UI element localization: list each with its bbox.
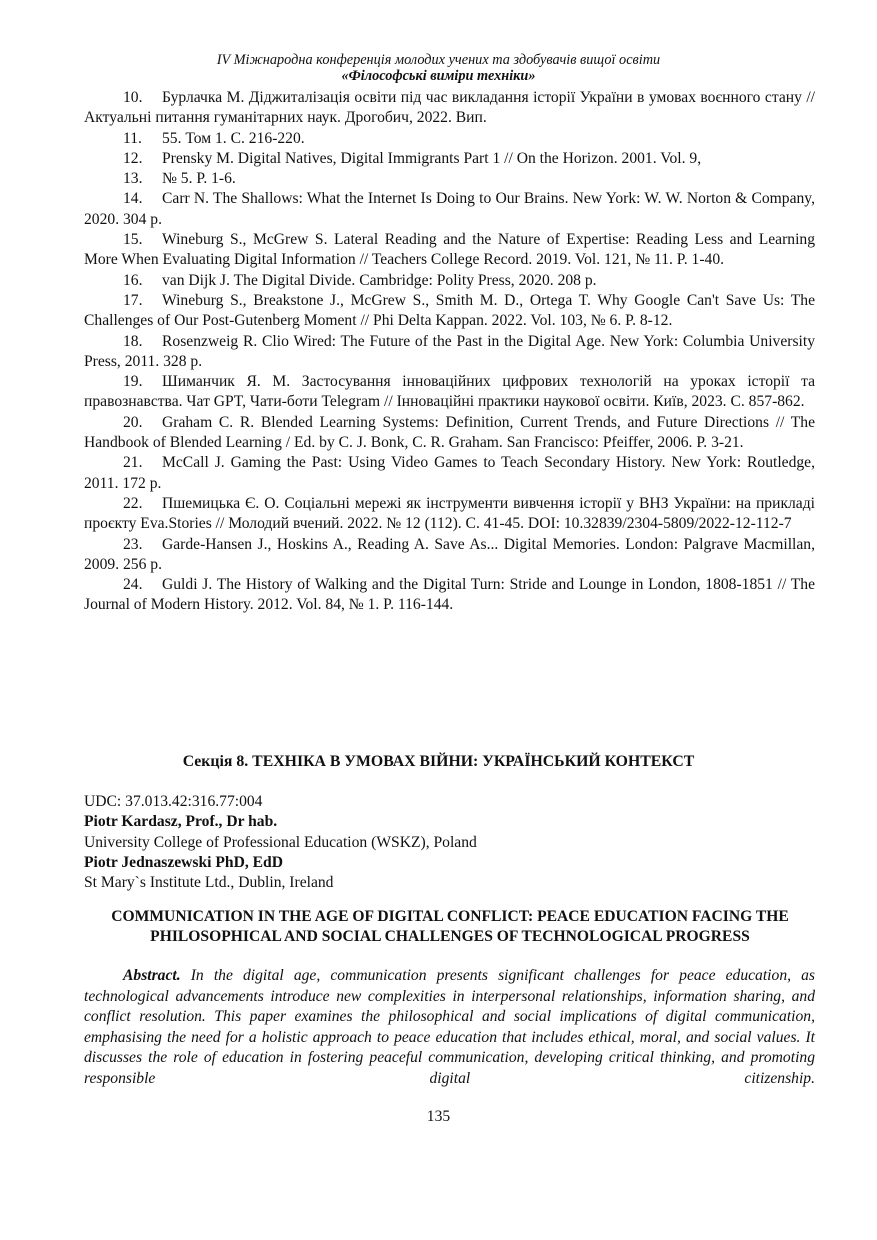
conference-line: IV Міжнародна конференція молодих учених та здобувачів вищої освіти: [216, 52, 661, 68]
reference-item: [84, 129, 815, 149]
reference-number: 19.: [123, 373, 143, 391]
reference-list: [84, 88, 815, 616]
reference-item: [84, 169, 815, 189]
author-affiliation: University College of Professional Education (WSKZ), Poland: [84, 833, 477, 851]
abstract-label: Abstract.: [123, 967, 181, 984]
reference-item: [84, 535, 815, 576]
reference-item: [84, 372, 815, 413]
reference-item: [84, 271, 815, 291]
reference-text: McCall J. Gaming the Past: Using Video Games to Teach Secondary History. New York: Routledge, 2011. 172 p.: [84, 454, 815, 492]
reference-text: Wineburg S., Breakstone J., McGrew S., Smith M. D., Ortega T. Why Google Can't Save Us: The Challenges of Our Post-Gutenberg Moment // Phi Delta Kappan. 2022. Vol. 103, № 6. P. 8-12.: [84, 291, 815, 330]
reference-number: 13.: [123, 170, 143, 188]
reference-item: [84, 230, 815, 271]
reference-number: 20.: [123, 413, 143, 431]
abstract: [84, 966, 815, 1089]
author-name: Piotr Kardasz, Prof., Dr hab.: [84, 813, 278, 831]
reference-item: [84, 413, 815, 454]
reference-text: Шиманчик Я. М. Застосування інноваційних цифрових технологій на уроках історії та правознавства. Чат GPT, Чати-боти Telegram // Інноваційні практики наукової освіти. Київ, 2023. С. 857-862.: [84, 373, 815, 411]
udc-code: UDC: 37.013.42:316.77:004: [84, 793, 263, 810]
section-heading: Секція 8. ТЕХНІКА В УМОВАХ ВІЙНИ: УКРАЇНСЬКИЙ КОНТЕКСТ: [182, 753, 695, 770]
reference-number: 18.: [123, 332, 143, 350]
reference-text: Carr N. The Shallows: What the Internet Is Doing to Our Brains. New York: W. W. Norton & Company, 2020. 304 p.: [84, 190, 815, 228]
article-title: COMMUNICATION IN THE AGE OF DIGITAL CONFLICT: PEACE EDUCATION FACING THE PHILOSOPHICAL AND SOCIAL CHALLENGES OF TECHNOLOGICAL PROGRESS: [111, 908, 789, 945]
reference-item: [84, 189, 815, 230]
reference-text: Prensky M. Digital Natives, Digital Immigrants Part 1 // On the Horizon. 2001. Vol. 9,: [162, 149, 702, 167]
conference-title: «Філософські виміри техніки»: [341, 68, 536, 84]
reference-item: [84, 149, 815, 169]
reference-text: Rosenzweig R. Clio Wired: The Future of the Past in the Digital Age. New York: Columbia University Press, 2011. 328 p.: [84, 332, 815, 370]
reference-text: Wineburg S., McGrew S. Lateral Reading and the Nature of Expertise: Reading Less and Learning More When Evaluating Digital Information // Teachers College Record. 2019. Vol. 121, № 11. P. 1-40.: [84, 231, 815, 269]
reference-number: 22.: [123, 494, 143, 512]
reference-number: 16.: [123, 271, 143, 289]
reference-item: [84, 453, 815, 494]
reference-number: 23.: [123, 535, 143, 553]
reference-text: № 5. P. 1-6.: [162, 170, 236, 188]
reference-number: 12.: [123, 149, 143, 167]
reference-text: Бурлачка М. Діджиталізація освіти під час викладання історії України в умовах воєнного стану // Актуальні питання гуманітарних наук. Дрогобич, 2022. Вип.: [84, 89, 815, 127]
reference-item: [84, 88, 815, 129]
reference-number: 11.: [123, 129, 142, 147]
reference-number: 24.: [123, 576, 143, 594]
reference-item: [84, 291, 815, 332]
reference-text: Graham C. R. Blended Learning Systems: Definition, Current Trends, and Future Directions // The Handbook of Blended Learning / Ed. by C. J. Bonk, C. R. Graham. San Francisco: Pfeiffer, 2006. P. 3-21.: [84, 413, 815, 452]
reference-item: [84, 332, 815, 373]
reference-text: Garde-Hansen J., Hoskins A., Reading A. Save As... Digital Memories. London: Palgrave Macmillan, 2009. 256 p.: [84, 535, 815, 573]
reference-number: 15.: [123, 231, 143, 249]
abstract-text: In the digital age, communication presents significant challenges for peace education, as technological advancements introduce new complexities in interpersonal relationships, information sharing, and conflict resolution. This paper examines the philosophical and social implications of digital communication, emphasising the need for a holistic approach to peace education that includes ethical, moral, and social values. It discusses the role of education in fostering peaceful communication, developing critical thinking, and promoting responsible digital citizenship.: [84, 967, 815, 1087]
reference-number: 21.: [123, 454, 143, 472]
running-header: [0, 52, 877, 84]
reference-text: van Dijk J. The Digital Divide. Cambridge: Polity Press, 2020. 208 p.: [162, 271, 597, 289]
reference-text: Guldi J. The History of Walking and the Digital Turn: Stride and Lounge in London, 1808-1851 // The Journal of Modern History. 2012. Vol. 84, № 1. P. 116-144.: [84, 576, 815, 614]
reference-text: Пшемицька Є. О. Соціальні мережі як інструменти вивчення історії у ВНЗ України: на прикладі проєкту Eva.Stories // Молодий вчений. 2022. № 12 (112). С. 41-45. DOI: 10.32839/2304-5809/2022-12-112-7: [84, 494, 815, 533]
author-affiliation: St Mary`s Institute Ltd., Dublin, Ireland: [84, 874, 334, 892]
reference-item: [84, 494, 815, 535]
author-name: Piotr Jednaszewski PhD, EdD: [84, 853, 283, 871]
reference-number: 14.: [123, 190, 143, 208]
article-metadata: [84, 792, 815, 893]
reference-text: 55. Том 1. С. 216-220.: [162, 129, 305, 147]
reference-number: 17.: [123, 291, 143, 309]
page-number: 135: [426, 1108, 451, 1125]
reference-number: 10.: [123, 89, 143, 106]
reference-item: [84, 575, 815, 616]
